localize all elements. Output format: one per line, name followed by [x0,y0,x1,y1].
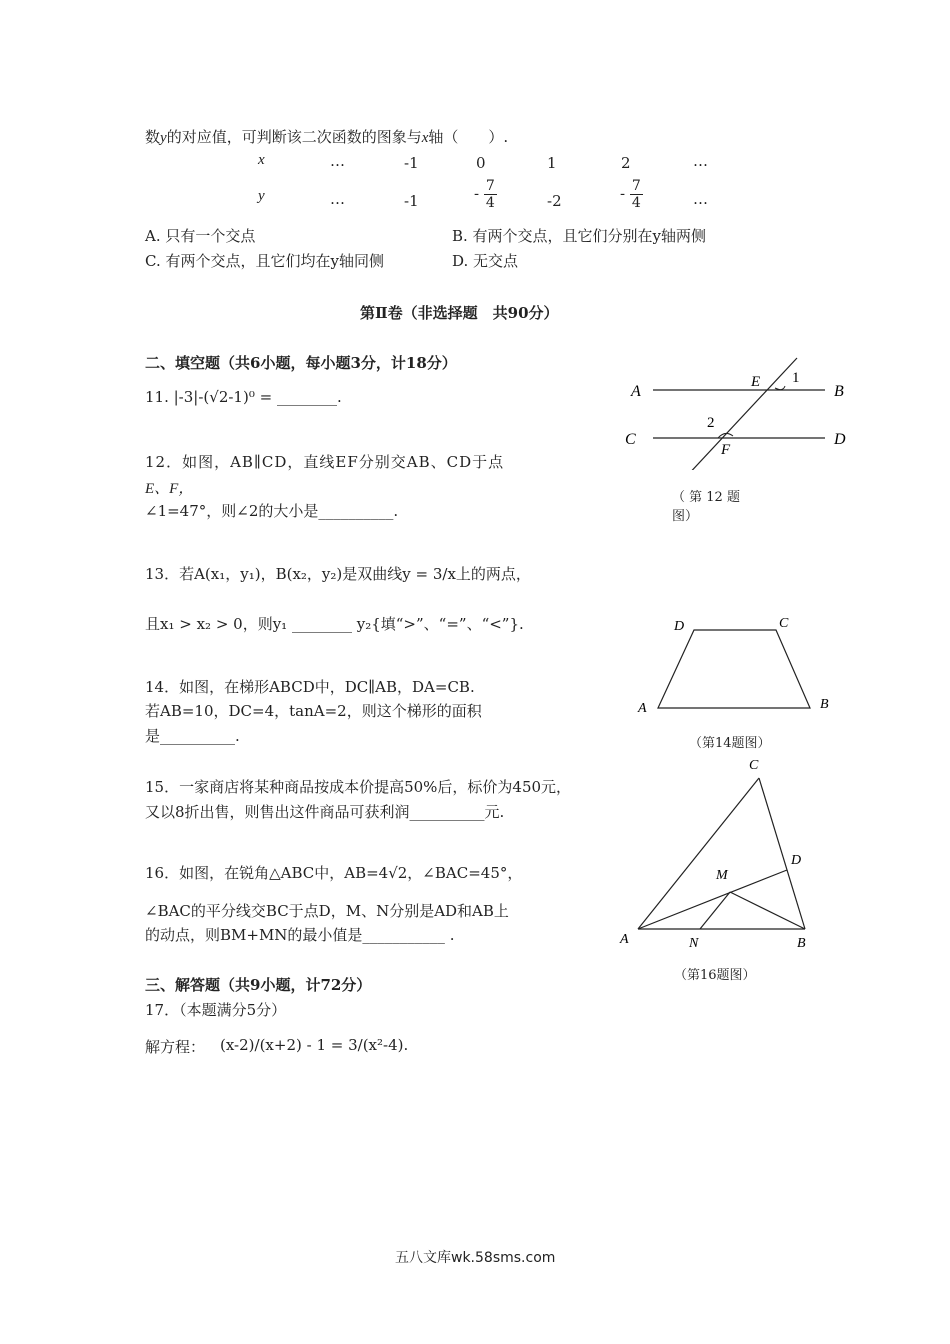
label-d: D [791,853,802,868]
q10-option-a: A. 只有一个交点 [145,227,256,245]
q10-option-d: D. 无交点 [452,252,519,270]
table-x-cell: … [330,152,345,170]
q12-line1: 12．如图，AB∥CD，直线EF分别交AB、CD于点 [145,453,505,471]
table-y-cell: … [330,190,345,208]
segment-ac [638,778,759,929]
label-angle-1: 1 [792,370,800,386]
q10-tail-text: 数y的对应值，可判断该二次函数的图象与x轴（ ）. [145,128,509,146]
q16-line2: ∠BAC的平分线交BC于点D，M、N分别是AD和AB上 [145,902,509,920]
q17-equation: (x-2)/(x+2) - 1 = 3/(x²-4). [220,1036,409,1054]
figure-14 [630,610,840,720]
trapezoid-abcd [658,630,810,708]
q15-line1: 15．一家商店将某种商品按成本价提高50%后，标价为450元， [145,778,572,796]
q13-line1: 13．若A(x₁，y₁)，B(x₂，y₂)是双曲线y = 3/x上的两点， [145,565,531,583]
table-x-cell: -1 [404,154,419,172]
q14-line3: 是__________. [145,727,240,745]
figure-16 [615,755,825,955]
label-n: N [689,936,699,951]
label-a: A [631,383,641,400]
table-y-cell: - $\frac{7}{4}$ [620,178,641,211]
q10-option-b: B. 有两个交点，且它们分别在y轴两侧 [452,227,707,245]
q14-line1: 14．如图，在梯形ABCD中，DC∥AB，DA=CB. [145,678,475,696]
label-b: B [834,383,844,400]
q16-line3: 的动点，则BM+MN的最小值是___________ . [145,926,455,944]
label-c: C [749,758,759,773]
label-a: A [638,701,647,716]
label-b: B [820,697,829,712]
segment-mn [700,892,730,929]
table-x-cell: 2 [621,154,631,172]
q16-line1: 16．如图，在锐角△ABC中，AB=4√2，∠BAC=45°， [145,864,523,882]
q10-option-c: C. 有两个交点，且它们均在y轴同侧 [145,252,384,270]
fig14-caption: （第14题图） [689,736,771,751]
fig12-caption-line2: 图） [672,509,699,524]
label-e: E [751,374,761,390]
figure-12 [615,350,855,470]
label-b: B [797,936,806,951]
label-a: A [620,932,629,947]
table-y-cell: - $\frac{7}{4}$ [474,178,495,211]
table-y-cell: -1 [404,192,419,210]
label-c: C [625,431,636,448]
q13-line2: 且x₁ > x₂ > 0，则y₁ ________ y₂{填“>”、“=”、“<”}. [145,615,524,633]
table-y-cell: -2 [547,192,562,210]
section-title: 第Ⅱ卷（非选择题 共90分） [360,304,559,322]
q14-line2: 若AB=10，DC=4，tanA=2，则这个梯形的面积 [145,702,482,720]
table-x-label: x [258,152,265,168]
q12-line2: E、F， [145,481,194,497]
label-d: D [834,431,846,448]
footer-text: 五八文库wk.58sms.com [395,1250,556,1266]
fig16-caption: （第16题图） [674,968,756,983]
label-d: D [674,619,685,634]
q12-line3: ∠1=47°，则∠2的大小是__________. [145,502,399,520]
label-c: C [779,616,789,631]
part2-heading: 二、填空题（共6小题，每小题3分，计18分） [145,354,457,372]
line-ef [685,358,797,470]
segment-ad [638,870,787,929]
segment-bm [730,892,805,929]
fig12-caption-line1: （ 第 12 题 [672,490,740,505]
label-angle-2: 2 [707,415,715,431]
table-y-cell: … [693,190,708,208]
q17-prompt: 解方程： [145,1038,206,1056]
angle-1-arc [775,386,785,390]
part3-heading: 三、解答题（共9小题，计72分） [145,976,372,994]
q15-line2: 又以8折出售，则售出这件商品可获利润__________元. [145,803,505,821]
q17-header: 17．（本题满分5分） [145,1001,287,1019]
table-y-label: y [258,188,265,204]
table-x-cell: … [693,152,708,170]
label-f: F [721,442,731,458]
label-m: M [716,868,728,883]
table-x-cell: 0 [476,154,486,172]
table-x-cell: 1 [547,154,557,172]
q11: 11. |-3|-(√2-1)⁰ = ________. [145,388,342,406]
